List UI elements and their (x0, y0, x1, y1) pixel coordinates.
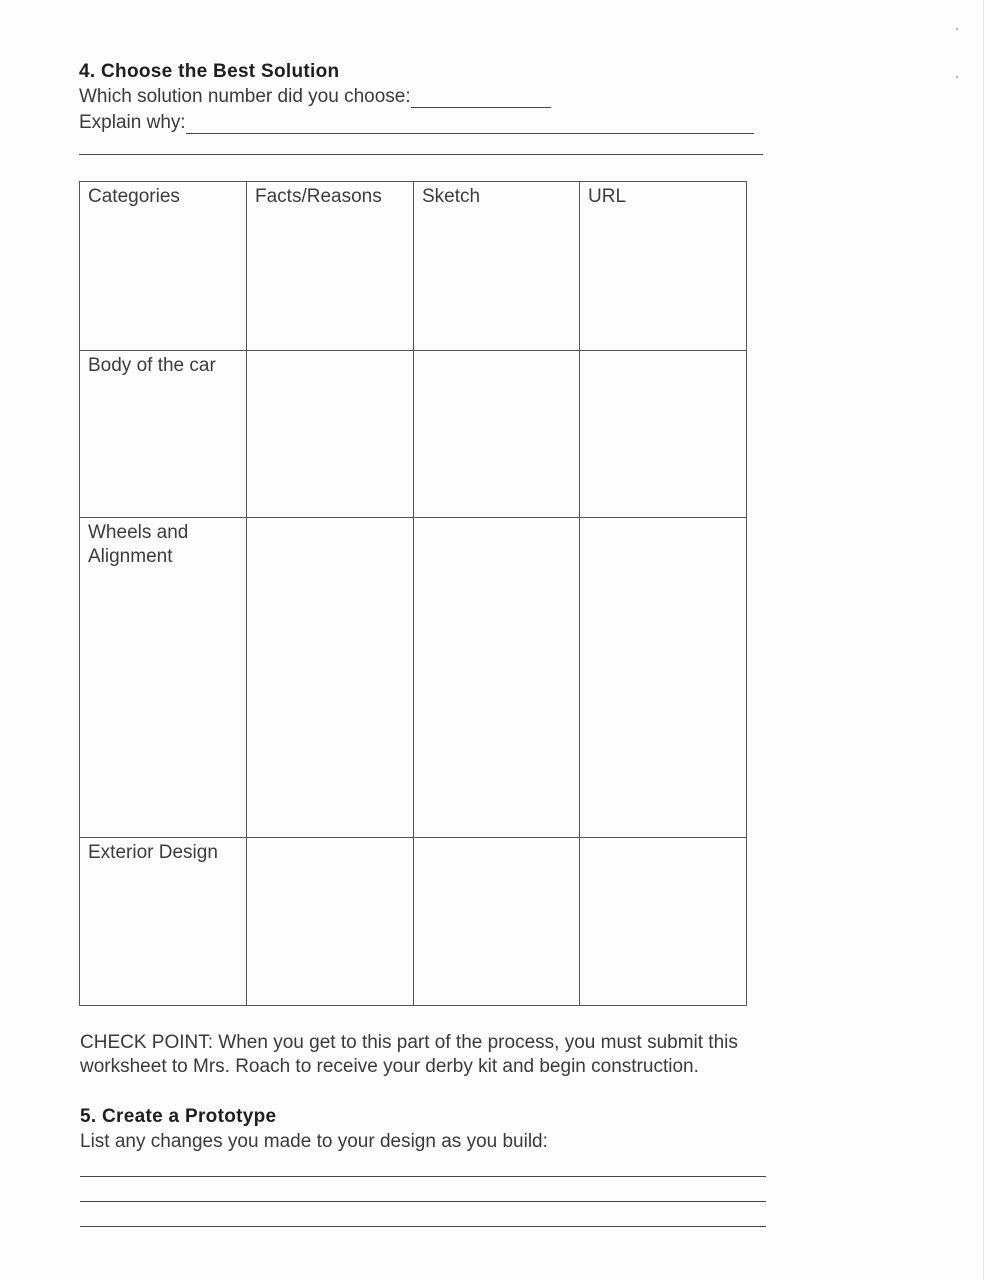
section-5-heading: 5. Create a Prototype (80, 1106, 277, 1127)
header-categories: Categories (80, 182, 247, 351)
header-facts-reasons: Facts/Reasons (247, 182, 414, 351)
table-row (80, 518, 747, 838)
solution-number-blank[interactable] (411, 89, 551, 108)
table-row (80, 838, 747, 1006)
cell-exterior-url[interactable] (580, 838, 747, 1006)
explain-why-blank[interactable] (186, 115, 754, 134)
changes-blank-line-2[interactable] (80, 1201, 766, 1202)
cell-body-sketch[interactable] (414, 351, 580, 518)
changes-prompt: List any changes you made to your design as you build: (80, 1131, 548, 1152)
cell-exterior-sketch[interactable] (414, 838, 580, 1006)
cell-body-url[interactable] (580, 351, 747, 518)
solution-number-label: Which solution number did you choose: (79, 86, 411, 107)
explain-why-label: Explain why: (79, 112, 186, 133)
table-row (80, 351, 747, 518)
header-url: URL (580, 182, 747, 351)
cell-exterior-facts[interactable] (247, 838, 414, 1006)
checkpoint-text: CHECK POINT: When you get to this part of the process, you must submit this worksheet to Mrs. Roach to receive your derby kit and begin construction. (80, 1032, 738, 1077)
changes-blank-line-3[interactable] (80, 1226, 766, 1227)
table-header-row (80, 182, 747, 351)
scan-speck (956, 76, 958, 78)
cell-wheels-facts[interactable] (247, 518, 414, 838)
solution-number-row (79, 86, 551, 108)
section-4-heading: 4. Choose the Best Solution (79, 61, 340, 82)
header-sketch: Sketch (414, 182, 580, 351)
cell-wheels-sketch[interactable] (414, 518, 580, 838)
changes-blank-line-1[interactable] (80, 1176, 766, 1177)
explain-why-row (79, 112, 754, 134)
row-label-exterior: Exterior Design (80, 838, 247, 1006)
cell-wheels-url[interactable] (580, 518, 747, 838)
research-table (79, 181, 747, 1006)
scan-speck (956, 28, 958, 30)
row-label-wheels: Wheels and Alignment (80, 518, 247, 838)
row-label-body: Body of the car (80, 351, 247, 518)
explain-why-blank-line-2[interactable] (79, 154, 763, 155)
scan-edge (983, 0, 984, 1280)
cell-body-facts[interactable] (247, 351, 414, 518)
